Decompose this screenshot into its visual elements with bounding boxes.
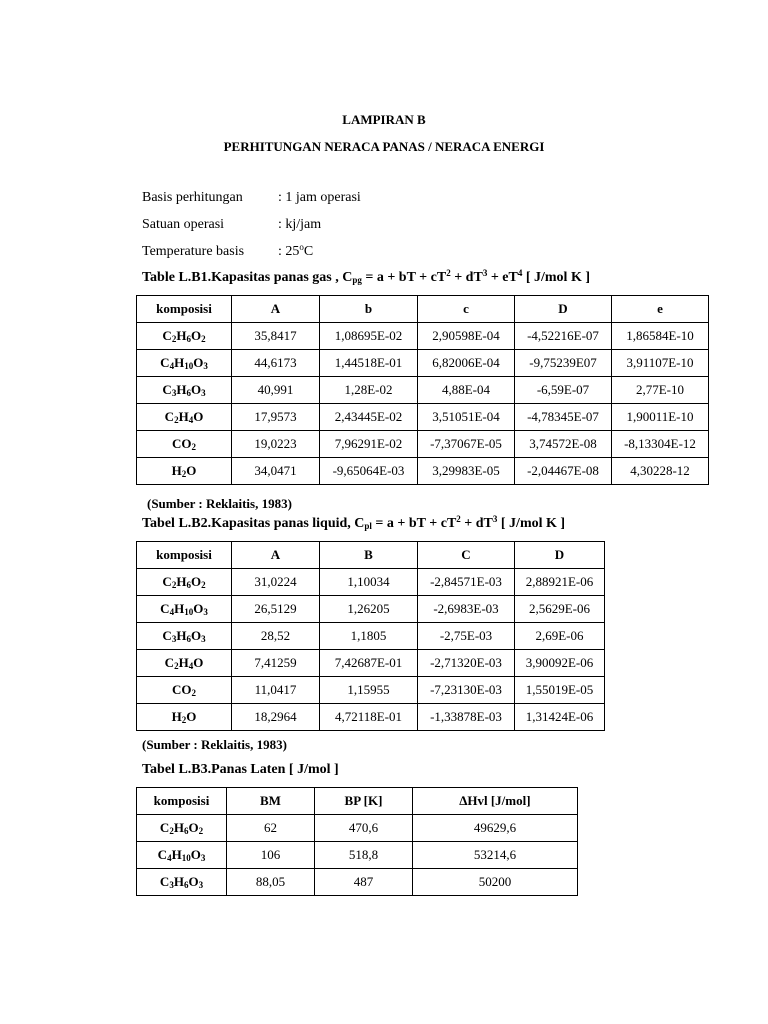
element-count: 4 [188,415,194,425]
value-cell: 7,41259 [232,650,320,677]
t2-cap-pow2: 2 [456,514,461,524]
element-symbol: H [178,409,189,424]
element-count: 3 [203,361,208,371]
latent-heat-table [136,787,578,896]
element-count: 2 [174,415,179,425]
value-cell: -7,37067E-05 [418,431,515,458]
column-header: A [232,542,320,569]
element-count: 2 [174,661,179,671]
table-row [137,704,605,731]
element-symbol: H [176,574,187,589]
compound-cell [137,650,232,677]
value-cell: -2,71320E-03 [418,650,515,677]
temp-prefix: : 25 [278,244,300,259]
table-row [137,869,578,896]
element-symbol: C [164,655,175,670]
compound-cell [137,431,232,458]
value-cell: 3,90092E-06 [515,650,605,677]
element-symbol: O [193,355,204,370]
element-count: 10 [184,607,194,617]
element-count: 2 [169,826,174,836]
element-symbol: C [159,874,170,889]
element-symbol: C [162,628,172,643]
element-count: 3 [171,388,177,398]
compound-cell [137,815,227,842]
t2-cap-units: [ J/mol K ] [497,516,566,531]
value-cell: 62 [227,815,315,842]
element-count: 2 [201,580,206,590]
compound-cell [137,458,232,485]
value-cell: 1,15955 [320,677,418,704]
value-cell: 4,88E-04 [418,377,515,404]
column-header: c [418,296,515,323]
element-symbol: O [190,628,202,643]
t1-cap-e: + eT [487,270,518,285]
table-header-row [137,788,578,815]
element-symbol: CO [172,436,192,451]
value-cell: 3,91107E-10 [612,350,709,377]
element-count: 6 [186,580,191,590]
value-cell: 34,0471 [232,458,320,485]
temp-suffix: C [303,244,314,259]
element-count: 3 [198,880,204,890]
element-symbol: C [160,355,170,370]
element-symbol: O [186,709,197,724]
value-cell: 1,10034 [320,569,418,596]
value-cell: 49629,6 [413,815,578,842]
value-cell: 4,72118E-01 [320,704,418,731]
element-symbol: C [157,847,168,862]
element-symbol: O [190,847,201,862]
compound-cell [137,704,232,731]
compound-cell [137,350,232,377]
value-cell: 6,82006E-04 [418,350,515,377]
value-cell: -1,33878E-03 [418,704,515,731]
table-row [137,650,605,677]
value-cell: -4,52216E-07 [515,323,612,350]
t2-cap-sub: pl [364,521,372,531]
table-row [137,815,578,842]
element-symbol: C [164,409,175,424]
t2-cap-pow3: 3 [492,514,498,524]
element-count: 6 [186,388,191,398]
compound-cell [137,869,227,896]
compound-cell [137,404,232,431]
temp-sup: o [299,242,304,252]
element-count: 2 [181,469,187,479]
value-cell: -8,13304E-12 [612,431,709,458]
element-count: 6 [186,334,191,344]
element-symbol: H [173,874,184,889]
value-cell: 17,9573 [232,404,320,431]
table2-caption [142,516,565,532]
compound-cell [137,596,232,623]
element-symbol: O [193,601,204,616]
element-count: 3 [200,853,206,863]
compound-cell [137,842,227,869]
value-cell: 487 [315,869,413,896]
value-cell: 3,74572E-08 [515,431,612,458]
value-cell: 470,6 [315,815,413,842]
t1-cap-eq: = a + bT + cT [361,270,447,285]
value-cell: -2,75E-03 [418,623,515,650]
element-symbol: O [193,655,204,670]
value-cell: -9,65064E-03 [320,458,418,485]
value-cell: 3,51051E-04 [418,404,515,431]
page-title: LAMPIRAN B [342,112,426,127]
element-symbol: O [188,820,199,835]
element-symbol: H [174,355,185,370]
value-cell: -2,04467E-08 [515,458,612,485]
column-header: A [232,296,320,323]
value-cell: -4,78345E-07 [515,404,612,431]
column-header: komposisi [137,788,227,815]
table-row [137,458,709,485]
element-count: 3 [203,607,208,617]
element-symbol: O [190,382,202,397]
value-cell: 4,30228-12 [612,458,709,485]
table-row [137,377,709,404]
value-cell: 1,44518E-01 [320,350,418,377]
value-cell: 53214,6 [413,842,578,869]
value-cell: 1,31424E-06 [515,704,605,731]
t1-cap-pow4: 4 [517,268,523,278]
table-row [137,350,709,377]
table-row [137,623,605,650]
value-cell: -2,6983E-03 [418,596,515,623]
t1-cap-sub: pg [352,275,362,285]
element-symbol: C [162,382,172,397]
liquid-heat-capacity-table [136,541,605,731]
element-symbol: O [186,463,197,478]
value-cell: 1,08695E-02 [320,323,418,350]
compound-cell [137,677,232,704]
compound-cell [137,623,232,650]
value-cell: 88,05 [227,869,315,896]
table-header-row [137,296,709,323]
gas-heat-capacity-table [136,295,709,485]
t1-cap-units: [ J/mol K ] [522,270,590,285]
value-cell: 1,55019E-05 [515,677,605,704]
value-cell: 2,88921E-06 [515,569,605,596]
element-symbol: CO [172,682,192,697]
element-symbol: C [159,820,170,835]
value-cell: 2,69E-06 [515,623,605,650]
table-header-row [137,542,605,569]
column-header: B [320,542,418,569]
t2-cap-prefix: Tabel L.B2.Kapasitas panas liquid, C [142,516,365,531]
element-count: 2 [198,826,204,836]
element-symbol: C [160,601,170,616]
value-cell: 7,42687E-01 [320,650,418,677]
element-symbol: H [176,628,187,643]
basis-value-2 [278,244,313,260]
element-count: 4 [169,361,175,371]
basis-label-1: Satuan operasi [142,217,225,232]
column-header: b [320,296,418,323]
element-symbol: H [176,382,187,397]
compound-cell [137,569,232,596]
column-header: C [418,542,515,569]
element-count: 10 [184,361,194,371]
t1-cap-pow3: 3 [482,268,488,278]
column-header: e [612,296,709,323]
table2-source: (Sumber : Reklaitis, 1983) [142,737,287,752]
value-cell: -2,84571E-03 [418,569,515,596]
column-header: BP [K] [315,788,413,815]
compound-cell [137,377,232,404]
table3-caption: Tabel L.B3.Panas Laten [ J/mol ] [142,762,339,777]
column-header: komposisi [137,296,232,323]
value-cell: 3,29983E-05 [418,458,515,485]
t1-cap-pow2: 2 [446,268,451,278]
table1-source: (Sumber : Reklaitis, 1983) [147,496,292,511]
value-cell: 35,8417 [232,323,320,350]
element-count: 2 [191,688,196,698]
element-symbol: H [178,655,189,670]
element-count: 10 [181,853,191,863]
column-header: D [515,296,612,323]
table-row [137,842,578,869]
table-row [137,431,709,458]
value-cell: 18,2964 [232,704,320,731]
element-count: 3 [169,880,174,890]
column-header: BM [227,788,315,815]
table1-caption [142,270,590,286]
element-count: 2 [171,580,177,590]
value-cell: 2,5629E-06 [515,596,605,623]
value-cell: 518,8 [315,842,413,869]
value-cell: -9,75239E07 [515,350,612,377]
column-header: komposisi [137,542,232,569]
element-symbol: C [162,574,172,589]
value-cell: 2,43445E-02 [320,404,418,431]
value-cell: 106 [227,842,315,869]
basis-label-2: Temperature basis [142,244,245,259]
element-symbol: H [176,328,187,343]
t1-cap-d: + dT [450,270,483,285]
value-cell: 7,96291E-02 [320,431,418,458]
basis-value-0: : 1 jam operasi [278,190,361,205]
value-cell: 19,0223 [232,431,320,458]
element-count: 4 [167,853,172,863]
element-symbol: H [173,820,184,835]
element-count: 6 [183,826,189,836]
table-row [137,677,605,704]
compound-cell [137,323,232,350]
basis-label-0: Basis perhitungan [142,190,243,205]
value-cell: 1,1805 [320,623,418,650]
element-count: 2 [191,442,196,452]
value-cell: 50200 [413,869,578,896]
element-symbol: H [171,709,182,724]
basis-value-1: : kj/jam [278,217,322,232]
value-cell: 2,77E-10 [612,377,709,404]
element-count: 2 [181,715,187,725]
t1-cap-prefix: Table L.B1.Kapasitas panas gas , C [142,270,353,285]
table-row [137,596,605,623]
page-subtitle: PERHITUNGAN NERACA PANAS / NERACA ENERGI [223,139,545,154]
element-symbol: O [193,409,204,424]
t2-cap-eq: = a + bT + cT [371,516,457,531]
column-header: ∆Hvl [J/mol] [413,788,578,815]
column-header: D [515,542,605,569]
t2-cap-d: + dT [460,516,493,531]
element-count: 6 [186,634,191,644]
value-cell: 1,28E-02 [320,377,418,404]
element-count: 3 [201,634,206,644]
value-cell: 31,0224 [232,569,320,596]
element-symbol: H [171,847,182,862]
value-cell: 1,90011E-10 [612,404,709,431]
element-count: 6 [183,880,189,890]
value-cell: 11,0417 [232,677,320,704]
element-symbol: O [190,328,202,343]
table-row [137,569,605,596]
element-count: 4 [188,661,194,671]
value-cell: 40,991 [232,377,320,404]
element-symbol: H [171,463,182,478]
value-cell: 2,90598E-04 [418,323,515,350]
table-row [137,323,709,350]
element-count: 3 [201,388,206,398]
element-symbol: C [162,328,172,343]
element-count: 3 [171,634,177,644]
value-cell: 28,52 [232,623,320,650]
value-cell: -6,59E-07 [515,377,612,404]
element-symbol: O [190,574,202,589]
element-count: 2 [171,334,177,344]
value-cell: 1,86584E-10 [612,323,709,350]
element-count: 4 [169,607,175,617]
value-cell: -7,23130E-03 [418,677,515,704]
element-count: 2 [201,334,206,344]
table-row [137,404,709,431]
value-cell: 44,6173 [232,350,320,377]
value-cell: 26,5129 [232,596,320,623]
value-cell: 1,26205 [320,596,418,623]
element-symbol: H [174,601,185,616]
element-symbol: O [188,874,199,889]
